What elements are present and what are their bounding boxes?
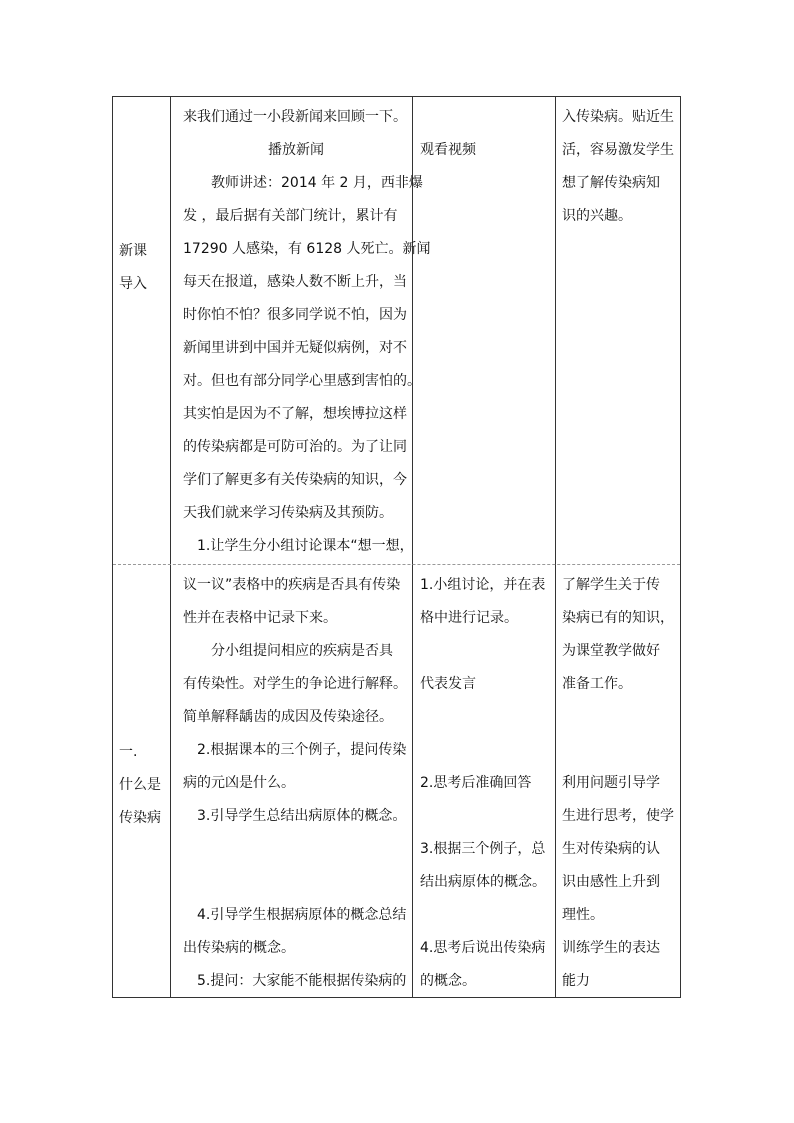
- purpose-line: 为课堂教学做好: [562, 643, 660, 659]
- stage-cell-what: [119, 736, 161, 835]
- purpose-line: 活，容易激发学生: [562, 142, 674, 158]
- teacher-line: 分小组提问相应的疾病是否具: [183, 643, 393, 659]
- purpose-cell-intro: [562, 101, 674, 233]
- purpose-cell-what: [562, 569, 674, 998]
- row-divider: [113, 564, 680, 565]
- purpose-line: 训练学生的表达: [562, 940, 660, 956]
- column-divider: [170, 97, 171, 997]
- teacher-line: 的传染病都是可防可治的。为了让同: [183, 439, 407, 455]
- purpose-line: 入传染病。贴近生: [562, 109, 674, 125]
- purpose-line: 识由感性上升到: [562, 874, 660, 890]
- teacher-line: 出传染病的概念。: [183, 940, 295, 956]
- purpose-line: 准备工作。: [562, 676, 632, 692]
- teacher-line: 对。但也有部分同学心里感到害怕的。: [183, 373, 421, 389]
- teacher-line: 发 ，最后据有关部门统计，累计有: [183, 208, 398, 224]
- teacher-line: 教师讲述：2014 年 2 月，西非爆: [183, 175, 423, 191]
- student-line: 的概念。: [420, 973, 476, 989]
- teacher-line: 4.引导学生根据病原体的概念总结: [183, 907, 407, 923]
- teacher-line: 学们了解更多有关传染病的知识，今: [183, 472, 407, 488]
- student-line: [420, 701, 546, 734]
- teacher-line: 议一议”表格中的疾病是否具有传染: [183, 577, 401, 593]
- teacher-line: 时你怕不怕？很多同学说不怕，因为: [183, 307, 407, 323]
- purpose-line: 利用问题引导学: [562, 775, 660, 791]
- teacher-line: 有传染性。对学生的争论进行解释。: [183, 676, 407, 692]
- purpose-line: 想了解传染病知: [562, 175, 660, 191]
- teacher-line: 其实怕是因为不了解，想埃博拉这样: [183, 406, 407, 422]
- teacher-line: 来我们通过一小段新闻来回顾一下。: [183, 109, 407, 125]
- teacher-line: 1.让学生分小组讨论课本“想一想，: [183, 538, 414, 554]
- teacher-line: 17290 人感染，有 6128 人死亡。新闻: [183, 241, 431, 257]
- purpose-line: 能力: [562, 973, 590, 989]
- purpose-line: 了解学生关于传: [562, 577, 660, 593]
- student-cell-intro: [420, 101, 476, 167]
- stage-cell-intro: [119, 235, 147, 301]
- purpose-line: [562, 734, 674, 767]
- purpose-line: 理性。: [562, 907, 604, 923]
- teacher-line: 新闻里讲到中国并无疑似病例，对不: [183, 340, 407, 356]
- student-line: [420, 899, 546, 932]
- column-divider: [555, 97, 556, 997]
- teacher-line: 天我们就来学习传染病及其预防。: [183, 505, 393, 521]
- stage-label: 新课: [119, 243, 147, 259]
- student-line: 1.小组讨论，并在表: [420, 577, 546, 593]
- student-line: 结出病原体的概念。: [420, 874, 546, 890]
- teacher-line: 性并在表格中记录下来。: [183, 610, 337, 626]
- teacher-line: 2.根据课本的三个例子，提问传染: [183, 742, 407, 758]
- purpose-line: 染病已有的知识，: [562, 610, 674, 626]
- teacher-line: [183, 866, 409, 899]
- teacher-line: 播放新闻: [268, 142, 324, 158]
- teacher-line: 每天在报道，感染人数不断上升，当: [183, 274, 407, 290]
- student-line: 代表发言: [420, 676, 476, 692]
- teacher-cell-what: [183, 569, 409, 998]
- student-line: 3.根据三个例子，总: [420, 841, 546, 857]
- student-line: [420, 101, 476, 134]
- teacher-line: 简单解释龋齿的成因及传染途径。: [183, 709, 393, 725]
- teacher-cell-intro: [183, 101, 431, 563]
- student-line: [420, 734, 546, 767]
- student-line: 4.思考后说出传染病: [420, 940, 546, 956]
- student-line: 观看视频: [420, 142, 476, 158]
- lesson-plan-table: [112, 96, 681, 998]
- purpose-line: 识的兴趣。: [562, 208, 632, 224]
- student-line: [420, 635, 546, 668]
- teacher-line: 病的元凶是什么。: [183, 775, 295, 791]
- purpose-line: [562, 701, 674, 734]
- teacher-line: 5.提问：大家能不能根据传染病的: [183, 973, 407, 989]
- purpose-line: 生进行思考，使学: [562, 808, 674, 824]
- stage-label: 传染病: [119, 810, 161, 826]
- student-line: 2.思考后准确回答: [420, 775, 532, 791]
- teacher-line: [183, 833, 409, 866]
- student-line: [420, 800, 546, 833]
- student-line: 格中进行记录。: [420, 610, 518, 626]
- stage-label: 导入: [119, 276, 147, 292]
- teacher-line: 3.引导学生总结出病原体的概念。: [183, 808, 407, 824]
- stage-label: 一.: [119, 744, 138, 760]
- purpose-line: 生对传染病的认: [562, 841, 660, 857]
- student-cell-what: [420, 569, 546, 998]
- stage-label: 什么是: [119, 777, 161, 793]
